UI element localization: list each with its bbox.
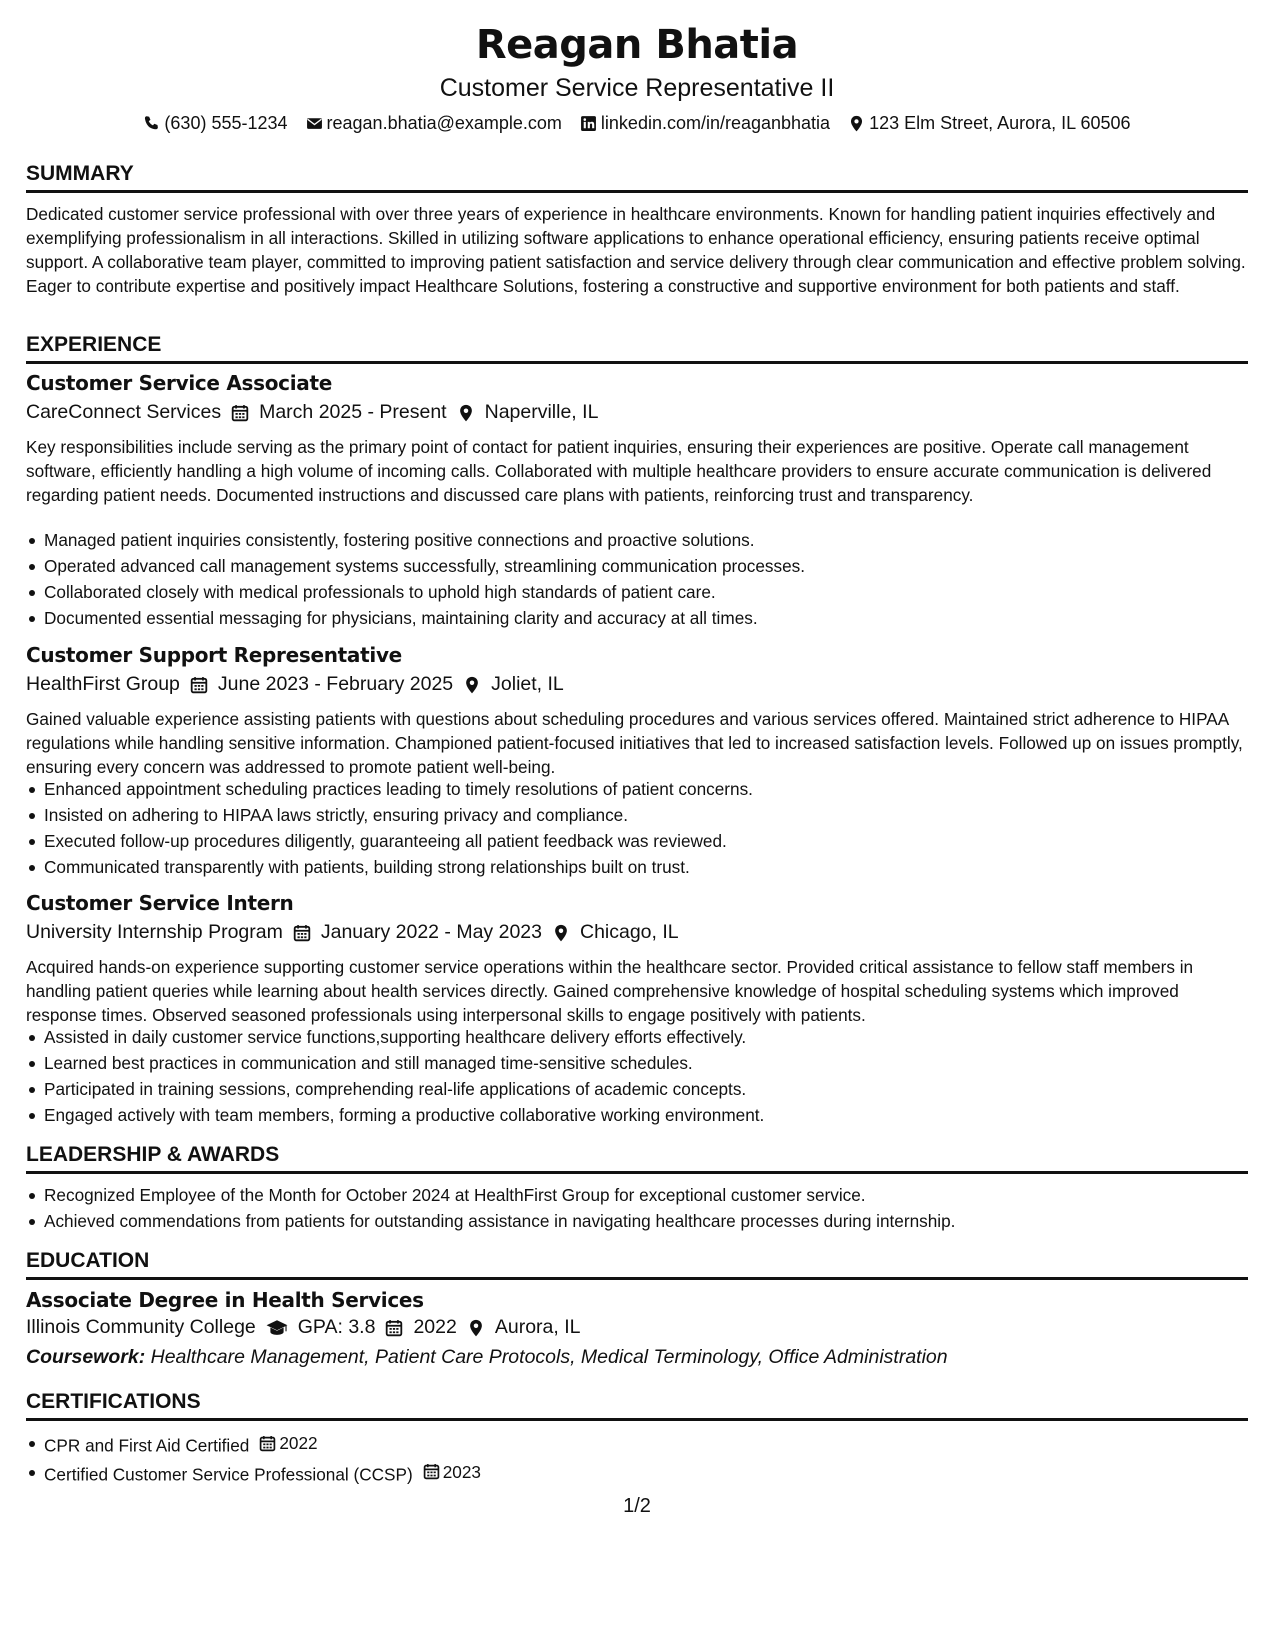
job-meta	[26, 401, 598, 424]
gpa-text: GPA: 3.8	[297, 1316, 376, 1338]
summary-text: Dedicated customer service professional with over three years of experience in healthcare environments. Known for handling patient inquiries effectively and exemplifying professionalism in all interactions. Skilled in utilizing software applications to enhance operational efficiency, ensuring patients receive optimal support. A collaborative team player, committed to improving patient satisfaction and service delivery through clear communication and effective problem solving. Eager to contribute expertise and positively impact Healthcare Solutions, fostering a constructive and supportive environment for both patients and staff.	[26, 204, 1246, 296]
degree-title: Associate Degree in Health Services	[26, 1288, 424, 1312]
resume-page	[26, 0, 1248, 1650]
job-bullets	[26, 776, 1248, 880]
envelope-icon	[306, 115, 323, 132]
list-item: Achieved commendations from patients for outstanding assistance in navigating healthcare processes during internship.	[26, 1208, 1248, 1234]
calendar-icon	[190, 676, 208, 694]
job-dates: March 2025 - Present	[259, 401, 447, 423]
list-item: Operated advanced call management systems successfully, streamlining communication processes.	[26, 553, 1248, 579]
page-number: 1/2	[623, 1495, 651, 1517]
job-description: Gained valuable experience assisting patients with questions about scheduling procedures and various services offered. Maintained strict adherence to HIPAA regulations while handling sensitive information. Championed patient-focused initiatives that led to increased satisfaction levels. Followed up on issues promptly, ensuring every concern was addressed to promote patient well-being.	[26, 709, 1243, 777]
certifications-heading: CERTIFICATIONS	[26, 1390, 1248, 1421]
job-meta	[26, 921, 679, 944]
leadership-heading: LEADERSHIP & AWARDS	[26, 1143, 1248, 1174]
education-meta	[26, 1316, 580, 1339]
job-location: Naperville, IL	[484, 401, 599, 423]
coursework-label: Coursework:	[26, 1346, 146, 1368]
certifications-list	[26, 1430, 1248, 1487]
phone-text: (630) 555-1234	[164, 113, 288, 133]
job-location: Joliet, IL	[491, 673, 564, 695]
map-pin-icon	[848, 115, 865, 132]
list-item	[26, 1459, 1248, 1488]
job-location: Chicago, IL	[579, 921, 679, 943]
education-heading: EDUCATION	[26, 1249, 1248, 1280]
list-item: Participated in training sessions, comprehending real-life applications of academic concepts.	[26, 1076, 1248, 1102]
job-title: Customer Support Representative	[26, 643, 402, 667]
calendar-icon	[385, 1319, 403, 1337]
job-title: Customer Service Associate	[26, 371, 333, 395]
list-item: Collaborated closely with medical professionals to uphold high standards of patient care.	[26, 579, 1248, 605]
cert-year: 2023	[442, 1461, 481, 1482]
contact-bar	[26, 113, 1248, 134]
list-item: Executed follow-up procedures diligently, guaranteeing all patient feedback was reviewed.	[26, 828, 1248, 854]
job-description: Key responsibilities include serving as the primary point of contact for patient inquiries, ensuring their experiences are positive. Operate call management software, efficiently handling a high volume of incoming calls. Collaborated with multiple healthcare providers to ensure accurate communication is delivered regarding patient needs. Documented instructions and discussed care plans with patients, reinforcing trust and transparency.	[26, 437, 1212, 505]
coursework-list: Healthcare Management, Patient Care Protocols, Medical Terminology, Office Administration	[150, 1346, 948, 1368]
leadership-bullets	[26, 1182, 1248, 1234]
candidate-title: Customer Service Representative II	[439, 74, 835, 102]
list-item: Assisted in daily customer service functions,supporting healthcare delivery efforts effectively.	[26, 1024, 1248, 1050]
cert-year: 2022	[279, 1433, 318, 1453]
list-item: Recognized Employee of the Month for October 2024 at HealthFirst Group for exceptional customer service.	[26, 1182, 1248, 1208]
list-item	[26, 1430, 1248, 1459]
calendar-icon	[293, 924, 311, 942]
calendar-icon	[231, 404, 249, 422]
job-company: CareConnect Services	[26, 401, 222, 423]
contact-email[interactable]	[306, 113, 562, 134]
graduation-cap-icon	[266, 1319, 288, 1337]
address-text: 123 Elm Street, Aurora, IL 60506	[869, 113, 1131, 133]
contact-linkedin[interactable]	[580, 113, 830, 134]
phone-icon	[143, 115, 160, 132]
job-meta	[26, 673, 564, 696]
calendar-icon	[259, 1435, 276, 1452]
calendar-icon	[423, 1463, 440, 1480]
cert-name: CPR and First Aid Certified	[44, 1435, 250, 1456]
map-pin-icon	[552, 924, 570, 942]
experience-heading: EXPERIENCE	[26, 333, 1248, 364]
list-item: Communicated transparently with patients, building strong relationships built on trust.	[26, 854, 1248, 880]
contact-address	[848, 113, 1131, 134]
list-item: Insisted on adhering to HIPAA laws strictly, ensuring privacy and compliance.	[26, 802, 1248, 828]
linkedin-icon	[580, 115, 597, 132]
school-location: Aurora, IL	[494, 1316, 581, 1338]
job-title: Customer Service Intern	[26, 891, 294, 915]
job-dates: January 2022 - May 2023	[320, 921, 542, 943]
list-item: Documented essential messaging for physicians, maintaining clarity and accuracy at all times.	[26, 605, 1248, 631]
summary-heading: SUMMARY	[26, 162, 1248, 193]
graduation-year: 2022	[413, 1316, 457, 1338]
job-company: University Internship Program	[26, 921, 283, 943]
cert-name: Certified Customer Service Professional (CCSP)	[44, 1464, 413, 1484]
linkedin-text: linkedin.com/in/reaganbhatia	[600, 113, 831, 133]
list-item: Enhanced appointment scheduling practices leading to timely resolutions of patient concerns.	[26, 776, 1248, 802]
map-pin-icon	[463, 676, 481, 694]
list-item: Learned best practices in communication and still managed time-sensitive schedules.	[26, 1050, 1248, 1076]
list-item: Managed patient inquiries consistently, fostering positive connections and proactive solutions.	[26, 527, 1248, 553]
email-text: reagan.bhatia@example.com	[326, 113, 562, 133]
school-name: Illinois Community College	[26, 1316, 256, 1338]
job-description: Acquired hands-on experience supporting customer service operations within the healthcare sector. Provided critical assistance to fellow staff members in handling patient queries while learning about health services directly. Gained comprehensive knowledge of hospital scheduling systems which improved response times. Observed seasoned professionals using interpersonal skills to engage positively with patients.	[26, 957, 1194, 1025]
job-bullets	[26, 527, 1248, 631]
list-item: Engaged actively with team members, forming a productive collaborative working environment.	[26, 1102, 1248, 1128]
coursework	[26, 1346, 948, 1369]
contact-phone[interactable]	[143, 113, 287, 134]
map-pin-icon	[467, 1319, 485, 1337]
job-company: HealthFirst Group	[26, 673, 180, 695]
map-pin-icon	[457, 404, 475, 422]
job-dates: June 2023 - February 2025	[217, 673, 454, 695]
job-bullets	[26, 1024, 1248, 1128]
candidate-name: Reagan Bhatia	[475, 22, 799, 68]
